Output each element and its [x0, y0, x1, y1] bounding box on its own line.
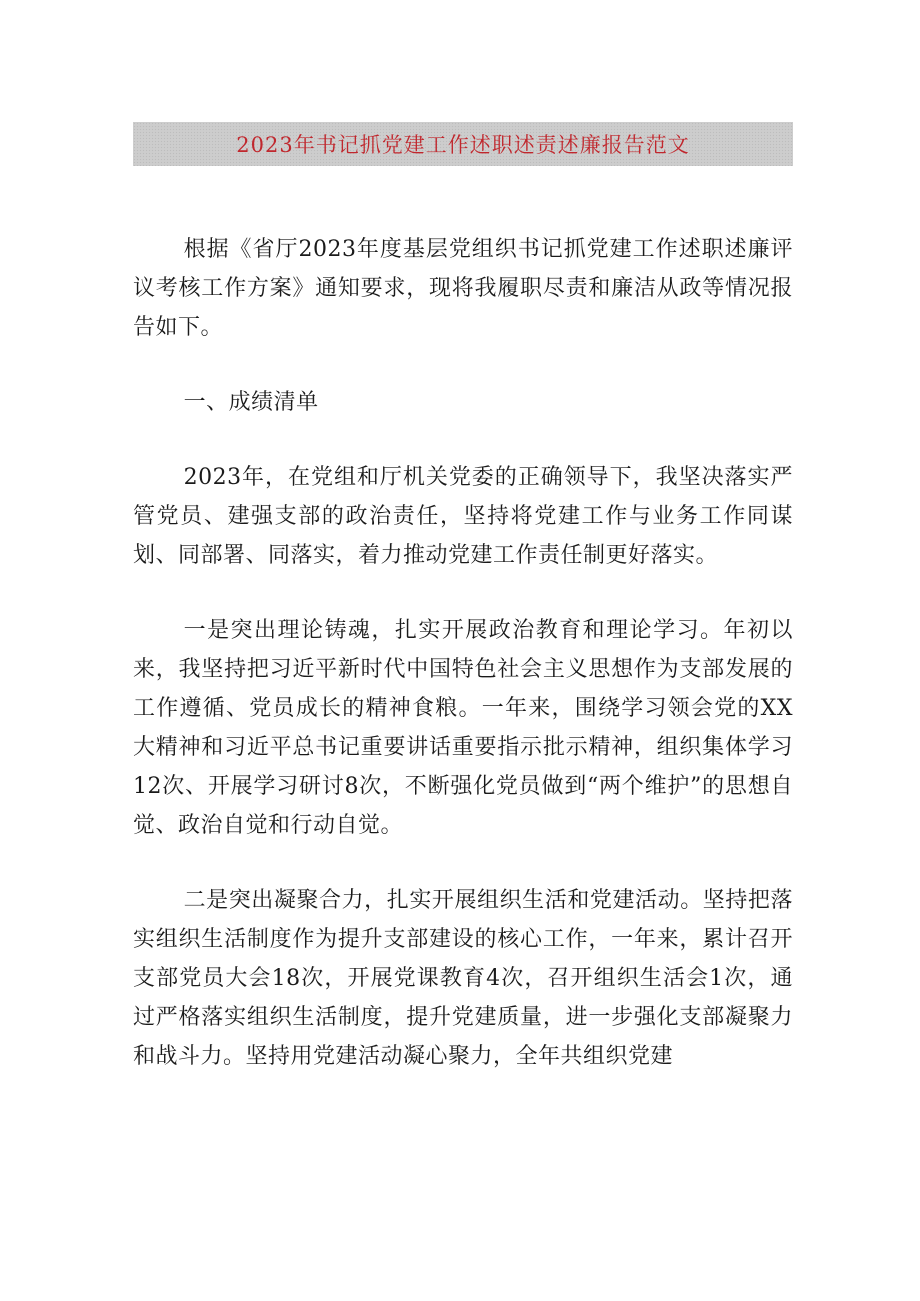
theory-paragraph: 一是突出理论铸魂，扎实开展政治教育和理论学习。年初以来，我坚持把习近平新时代中国特色社会主义思想作为支部发展的工作遵循、党员成长的精神食粮。一年来，围绕学习领会党的XX大精神和习近平总书记重要讲话重要指示批示精神，组织集体学习12次、开展学习研讨8次，不断强化党员做到“两个维护”的思想自觉、政治自觉和行动自觉。	[133, 618, 793, 838]
title-banner	[133, 122, 793, 166]
intro-paragraph: 根据《省厅2023年度基层党组织书记抓党建工作述职述廉评议考核工作方案》通知要求，现将我履职尽责和廉洁从政等情况报告如下。	[133, 237, 793, 340]
section-heading: 一、成绩清单	[183, 390, 319, 415]
document-body	[133, 230, 793, 1112]
document-title: 2023年书记抓党建工作述职述责述廉报告范文	[236, 133, 690, 157]
summary-paragraph: 2023年，在党组和厅机关党委的正确领导下，我坚决落实严管党员、建强支部的政治责任，坚持将党建工作与业务工作同谋划、同部署、同落实，着力推动党建工作责任制更好落实。	[133, 465, 793, 568]
organization-paragraph: 二是突出凝聚合力，扎实开展组织生活和党建活动。坚持把落实组织生活制度作为提升支部建设的核心工作，一年来，累计召开支部党员大会18次，开展党课教育4次，召开组织生活会1次，通过严格落实组织生活制度，提升党建质量，进一步强化支部凝聚力和战斗力。坚持用党建活动凝心聚力，全年共组织党建	[133, 888, 793, 1069]
